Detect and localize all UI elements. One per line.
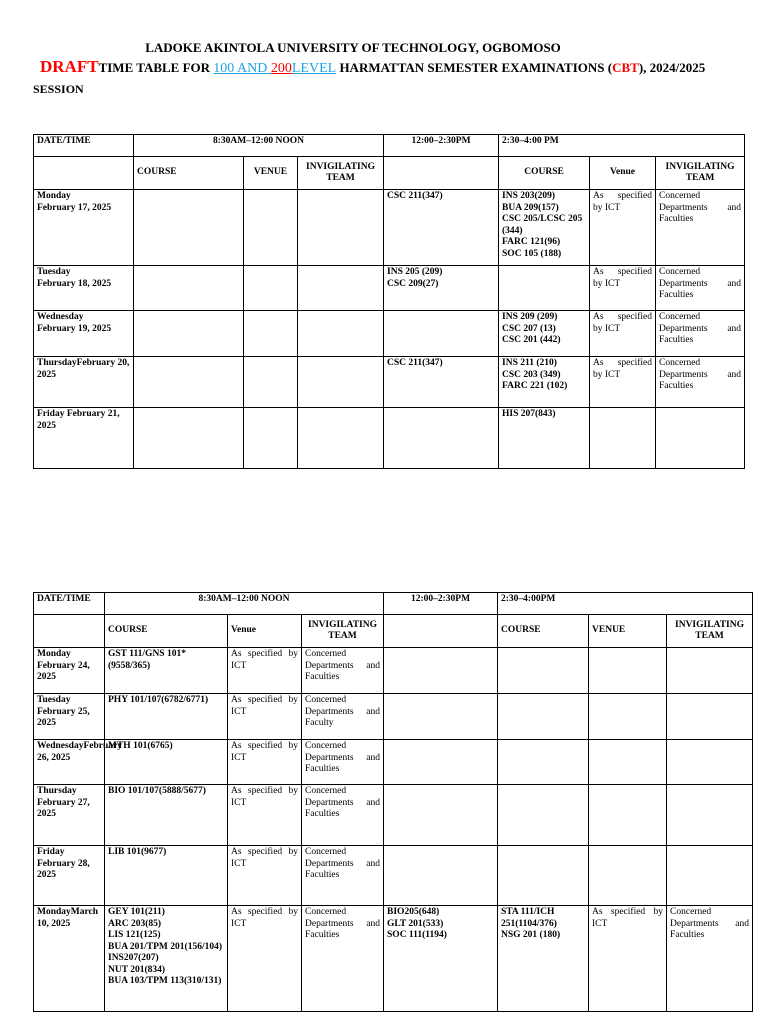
- empty-cell: [384, 157, 499, 190]
- course-slot2-cell: [384, 846, 498, 906]
- team-slot3-cell: Concerned Departments and Faculties: [656, 266, 745, 311]
- venue-cell: [244, 190, 298, 266]
- course-slot2-cell: [384, 785, 498, 846]
- table-row: [34, 740, 753, 785]
- venue-slot3-cell: As specified by ICT: [590, 266, 656, 311]
- datetime-header: DATE/TIME: [34, 593, 105, 615]
- course-slot3-cell: [498, 785, 589, 846]
- course-slot2-cell: [384, 311, 499, 357]
- date-cell: WednesdayFebruary 26, 2025: [34, 740, 105, 785]
- team-header: INVIGILATING TEAM: [298, 157, 384, 190]
- date-cell: Tuesday February 25, 2025: [34, 694, 105, 740]
- slot3-header: 2:30–4:00 PM: [499, 135, 745, 157]
- empty-cell: [384, 615, 498, 648]
- header-row: [34, 135, 745, 157]
- venue-cell: As specified by ICT: [228, 785, 302, 846]
- venue-cell: As specified by ICT: [228, 906, 302, 1012]
- venue-slot3-cell: [589, 740, 667, 785]
- team-slot3-cell: [667, 694, 753, 740]
- date-cell: ThursdayFebruary 20, 2025: [34, 357, 134, 408]
- course-slot2-cell: [384, 694, 498, 740]
- course-slot2-cell: [384, 740, 498, 785]
- team-slot3-cell: [667, 648, 753, 694]
- university-title: LADOKE AKINTOLA UNIVERSITY OF TECHNOLOGY, OGBOMOSO: [145, 40, 561, 55]
- course-header: COURSE: [105, 615, 228, 648]
- team3-header: INVIGILATING TEAM: [667, 615, 753, 648]
- team-slot3-cell: Concerned Departments and Faculties: [656, 311, 745, 357]
- venue-cell: [244, 311, 298, 357]
- course-cell: [134, 190, 244, 266]
- course3-header: COURSE: [499, 157, 590, 190]
- slot3-header: 2:30–4:00PM: [498, 593, 753, 615]
- team-cell: [298, 408, 384, 469]
- team-slot3-cell: Concerned Departments and Faculties: [656, 190, 745, 266]
- team-cell: Concerned Departments and Faculties: [302, 906, 384, 1012]
- slot1-header: 8:30AM–12:00 NOON: [134, 135, 384, 157]
- team-cell: [298, 266, 384, 311]
- course-slot2-cell: [384, 648, 498, 694]
- team-slot3-cell: [656, 408, 745, 469]
- venue-header: Venue: [228, 615, 302, 648]
- course-cell: [134, 266, 244, 311]
- course-cell: [134, 408, 244, 469]
- table-row: [34, 648, 753, 694]
- title-part-a: TIME TABLE FOR: [98, 60, 214, 75]
- date-cell: Monday February 17, 2025: [34, 190, 134, 266]
- table-row: [34, 357, 745, 408]
- date-cell: Thursday February 27, 2025: [34, 785, 105, 846]
- timetable-week2: [33, 592, 753, 1012]
- team3-header: INVIGILATING TEAM: [656, 157, 745, 190]
- course-cell: PHY 101/107(6782/6771): [105, 694, 228, 740]
- table-row: [34, 846, 753, 906]
- venue3-header: VENUE: [589, 615, 667, 648]
- course-slot3-cell: STA 111/ICH 251(1104/376) NSG 201 (180): [498, 906, 589, 1012]
- team-slot3-cell: [667, 740, 753, 785]
- course-cell: LIB 101(9677): [105, 846, 228, 906]
- venue-cell: [244, 408, 298, 469]
- course-cell: BIO 101/107(5888/5677): [105, 785, 228, 846]
- course-slot3-cell: INS 211 (210) CSC 203 (349) FARC 221 (102): [499, 357, 590, 408]
- course-cell: MTH 101(6765): [105, 740, 228, 785]
- team-header: INVIGILATING TEAM: [302, 615, 384, 648]
- venue-cell: As specified by ICT: [228, 694, 302, 740]
- course-slot2-cell: CSC 211(347): [384, 357, 499, 408]
- date-cell: Monday February 24, 2025: [34, 648, 105, 694]
- table-row: [34, 190, 745, 266]
- venue-slot3-cell: As specified by ICT: [590, 190, 656, 266]
- timetable-week1: [33, 134, 745, 469]
- course-slot2-cell: BIO205(648) GLT 201(533) SOC 111(1194): [384, 906, 498, 1012]
- course-slot3-cell: [499, 266, 590, 311]
- date-cell: MondayMarch 10, 2025: [34, 906, 105, 1012]
- cbt-label: CBT: [612, 60, 639, 75]
- table-row: [34, 694, 753, 740]
- venue-slot3-cell: [589, 785, 667, 846]
- table-row: [34, 311, 745, 357]
- timetable-title: [40, 57, 705, 77]
- empty-cell: [34, 157, 134, 190]
- team-cell: Concerned Departments and Faculties: [302, 648, 384, 694]
- course-slot2-cell: CSC 211(347): [384, 190, 499, 266]
- course-slot3-cell: [498, 740, 589, 785]
- table-row: [34, 408, 745, 469]
- datetime-header: DATE/TIME: [34, 135, 134, 157]
- level-200-label: 200: [270, 61, 292, 76]
- team-slot3-cell: [667, 846, 753, 906]
- header-row: [34, 593, 753, 615]
- venue-cell: [244, 357, 298, 408]
- team-cell: [298, 311, 384, 357]
- draft-label: DRAFT: [40, 57, 99, 76]
- team-cell: Concerned Departments and Faculties: [302, 740, 384, 785]
- course-cell: [134, 311, 244, 357]
- course-header: COURSE: [134, 157, 244, 190]
- course-cell: [134, 357, 244, 408]
- slot1-header: 8:30AM–12:00 NOON: [105, 593, 384, 615]
- venue-cell: [244, 266, 298, 311]
- table-row: [34, 785, 753, 846]
- course-slot3-cell: [498, 846, 589, 906]
- course-slot3-cell: [498, 648, 589, 694]
- venue-cell: As specified by ICT: [228, 648, 302, 694]
- team-cell: Concerned Departments and Faculties: [302, 785, 384, 846]
- team-slot3-cell: [667, 785, 753, 846]
- course-slot3-cell: [498, 694, 589, 740]
- course-slot2-cell: INS 205 (209) CSC 209(27): [384, 266, 499, 311]
- date-cell: Tuesday February 18, 2025: [34, 266, 134, 311]
- title-part-b: HARMATTAN SEMESTER EXAMINATIONS (: [336, 60, 613, 75]
- venue-slot3-cell: As specified by ICT: [589, 906, 667, 1012]
- venue-cell: As specified by ICT: [228, 846, 302, 906]
- table-row: [34, 266, 745, 311]
- subheader-row: [34, 157, 745, 190]
- course3-header: COURSE: [498, 615, 589, 648]
- venue-slot3-cell: As specified by ICT: [590, 357, 656, 408]
- venue-slot3-cell: [589, 648, 667, 694]
- venue3-header: Venue: [590, 157, 656, 190]
- team-cell: Concerned Departments and Faculty: [302, 694, 384, 740]
- venue-slot3-cell: [589, 694, 667, 740]
- team-slot3-cell: Concerned Departments and Faculties: [656, 357, 745, 408]
- team-cell: [298, 190, 384, 266]
- table-row: [34, 906, 753, 1012]
- date-cell: Wednesday February 19, 2025: [34, 311, 134, 357]
- team-cell: [298, 357, 384, 408]
- venue-header: VENUE: [244, 157, 298, 190]
- date-cell: Friday February 28, 2025: [34, 846, 105, 906]
- course-slot2-cell: [384, 408, 499, 469]
- venue-cell: As specified by ICT: [228, 740, 302, 785]
- slot2-header: 12:00–2:30PM: [384, 593, 498, 615]
- venue-slot3-cell: As specified by ICT: [590, 311, 656, 357]
- level-100-label: 100 AND: [213, 61, 271, 76]
- course-cell: GEY 101(211) ARC 203(85) LIS 121(125) BUA 201/TPM 201(156/104) INS207(207) NUT 201(834) BUA 103/TPM 113(310/131): [105, 906, 228, 1012]
- slot2-header: 12:00–2:30PM: [384, 135, 499, 157]
- title-part-c: ), 2024/2025: [638, 60, 706, 75]
- venue-slot3-cell: [589, 846, 667, 906]
- session-label: SESSION: [33, 82, 84, 96]
- team-slot3-cell: Concerned Departments and Faculties: [667, 906, 753, 1012]
- course-slot3-cell: INS 203(209) BUA 209(157) CSC 205/LCSC 205 (344) FARC 121(96) SOC 105 (188): [499, 190, 590, 266]
- empty-cell: [34, 615, 105, 648]
- venue-slot3-cell: [590, 408, 656, 469]
- course-slot3-cell: INS 209 (209) CSC 207 (13) CSC 201 (442): [499, 311, 590, 357]
- date-cell: Friday February 21, 2025: [34, 408, 134, 469]
- subheader-row: [34, 615, 753, 648]
- course-slot3-cell: HIS 207(843): [499, 408, 590, 469]
- level-word: LEVEL: [291, 61, 337, 76]
- course-cell: GST 111/GNS 101* (9558/365): [105, 648, 228, 694]
- team-cell: Concerned Departments and Faculties: [302, 846, 384, 906]
